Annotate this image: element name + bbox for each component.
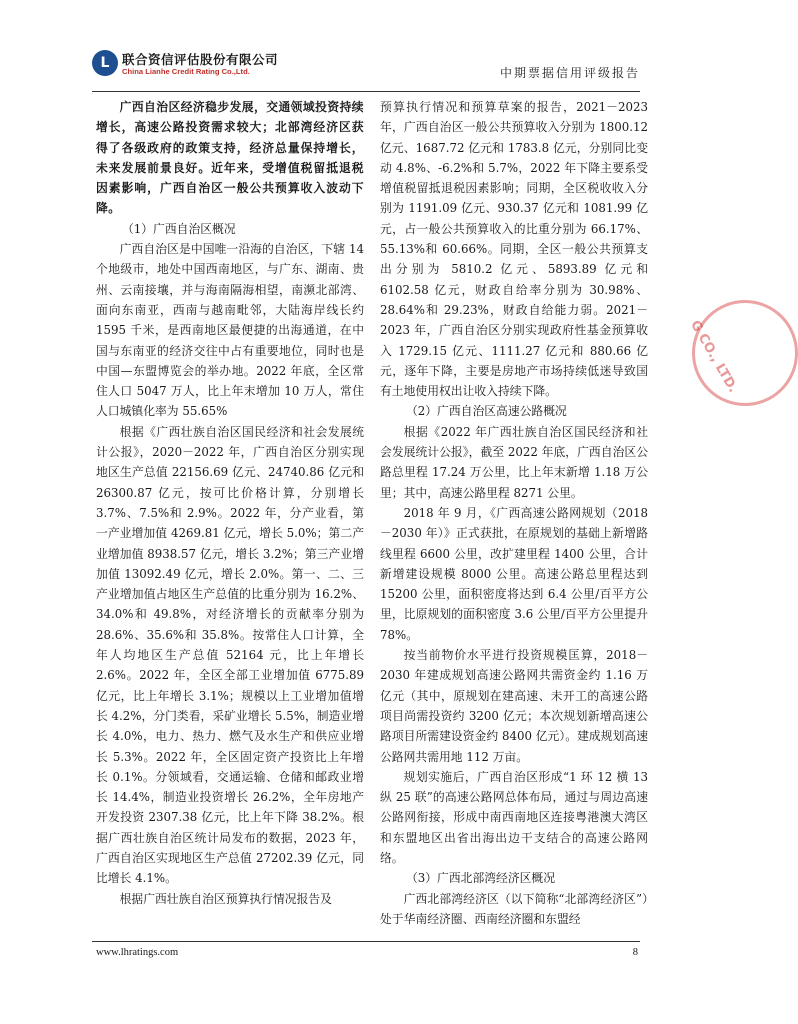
body-paragraph: 按当前物价水平进行投资规模匡算，2018－2030 年建成规划高速公路网共需资金约 1.16 万亿元（其中，原规划在建高速、未开工的高速公路项目尚需投资约 3200 亿元；本次规划新增高速公路项目所需建设资金约 8400 亿元）。建成规划高速公路网共需用地 112 万亩。: [380, 648, 648, 764]
body-paragraph: 根据广西壮族自治区预算执行情况报告及: [119, 891, 332, 906]
company-name-en: China Lianhe Credit Rating Co.,Ltd.: [122, 67, 250, 76]
body-paragraph: 2018 年 9 月，《广西高速公路网规划（2018－2030 年）》正式获批，在原规划的基础上新增路线里程 6600 公里，改扩建里程 1400 公里，合计新增建设规模 8000 公里。高速公路总里程达到 15200 公里，面积密度将达到 6.4 公里/百平方公里，比原规划的面积密度 3.6 公里/百平方公里提升 78%。: [380, 505, 648, 642]
body-paragraph: 广西北部湾经济区（以下简称“北部湾经济区”）处于华南经济圈、西南经济圈和东盟经: [380, 891, 648, 926]
body-paragraph: 预算执行情况和预算草案的报告，2021－2023 年，广西自治区一般公共预算收入分别为 1800.12 亿元、1687.72 亿元和 1783.8 亿元，分别同比变动 4.8%、-6.2%和 5.7%，2022 年下降主要系受增值税留抵退税因素影响；同期，全区税收收入分别为 1191.09 亿元、930.37 亿元和 1081.99 亿元，占一般公共预算收入的比重分别为 66.17%、55.13%和 60.66%。同期，全区一般公共预算支出分别为 5810.2 亿元、5893.89 亿元和 6102.58 亿元，财政自给率分别为 30.98%、28.64%和 29.23%，财政自给能力弱。2021－2023 年，广西自治区分别实现政府性基金预算收入 1729.15 亿元、1111.27 亿元和 880.66 亿元，逐年下降，主要是房地产市场持续低迷导致国有土地使用权出让收入持续下降。: [380, 100, 648, 399]
lead-paragraph: 广西自治区经济稳步发展，交通领域投资持续增长，高速公路投资需求较大；北部湾经济区获得了各级政府的政策支持，经济总量保持增长，未来发展前景良好。近年来，受增值税留抵退税因素影响，广西自治区一般公共预算收入波动下降。: [96, 100, 364, 216]
section-heading: （2）广西自治区高速公路概况: [405, 404, 567, 419]
body-paragraph: 广西自治区是中国唯一沿海的自治区，下辖 14 个地级市，地处中国西南地区，与广东、湖南、贵州、云南接壤，并与海南隔海相望，南濒北部湾、面向东南亚，西南与越南毗邻，大陆海岸线长约 1595 千米，是西南地区最便捷的出海通道，在中国与东南亚的经济交往中占有重要地位，同时也是中国—东盟博览会的举办地。2022 年底，全区常住人口 5047 万人，比上年末增加 10 万人，常住人口城镇化率为 55.65%: [96, 242, 364, 419]
section-heading: （1）广西自治区概况: [121, 221, 236, 236]
header-divider: [92, 91, 640, 92]
company-name-cn: 联合资信评估股份有限公司: [122, 52, 279, 67]
body-paragraph: 根据《广西壮族自治区国民经济和社会发展统计公报》，2020－2022 年，广西自治区分别实现地区生产总值 22156.69 亿元、24740.86 亿元和 26300.87 亿元，按可比价格计算，分别增长 3.7%、7.5%和 2.9%。2022 年，分产业看，第一产业增加值 4269.81 亿元，增长 5.0%；第二产业增加值 8938.57 亿元，增长 3.2%；第三产业增加值 13092.49 亿元，增长 2.0%。第一、二、三产业增加值占地区生产总值的比重分别为 16.2%、34.0%和 49.8%，对经济增长的贡献率分别为 28.6%、35.6%和 35.8%。按常住人口计算，全年人均地区生产总值 52164 元，比上年增长 2.6%。2022 年，全区全部工业增加值 6775.89 亿元，比上年增长 3.1%；规模以上工业增加值增长 4.2%，分门类看，采矿业增长 5.5%，制造业增长 4.0%，电力、热力、燃气及水生产和供应业增长 5.3%。2022 年，全区固定资产投资比上年增长 0.1%。分领域看，交通运输、仓储和邮政业增长 14.4%，制造业投资增长 26.2%，全年房地产开发投资 2307.38 亿元，比上年下降 38.2%。根据广西壮族自治区统计局发布的数据，2023 年，广西自治区实现地区生产总值 27202.39 亿元，同比增长 4.1%。: [96, 424, 364, 886]
left-column: [96, 97, 364, 909]
page-number: 8: [632, 947, 638, 958]
footer-website: www.lhratings.com: [96, 947, 179, 958]
page-header: [92, 40, 640, 88]
body-paragraph: 根据《2022 年广西壮族自治区国民经济和社会发展统计公报》，截至 2022 年底，广西自治区公路总里程 17.24 万公里，比上年末新增 1.18 万公里；其中，高速公路里程 8271 公里。: [380, 424, 648, 500]
official-seal-text: G CO., LTD.: [687, 318, 741, 396]
section-heading: （3）广西北部湾经济区概况: [405, 871, 556, 886]
report-title: 中期票据信用评级报告: [499, 66, 640, 80]
right-column: [380, 97, 648, 929]
footer-divider: [92, 941, 640, 942]
company-logo: L: [92, 50, 118, 76]
body-paragraph: 规划实施后，广西自治区形成“1 环 12 横 13 纵 25 联”的高速公路网总体布局，通过与周边高速公路网衔接，形成中南西南地区连接粤港澳大湾区和东盟地区出省出海出边干支结合的高速公路网络。: [380, 769, 648, 865]
